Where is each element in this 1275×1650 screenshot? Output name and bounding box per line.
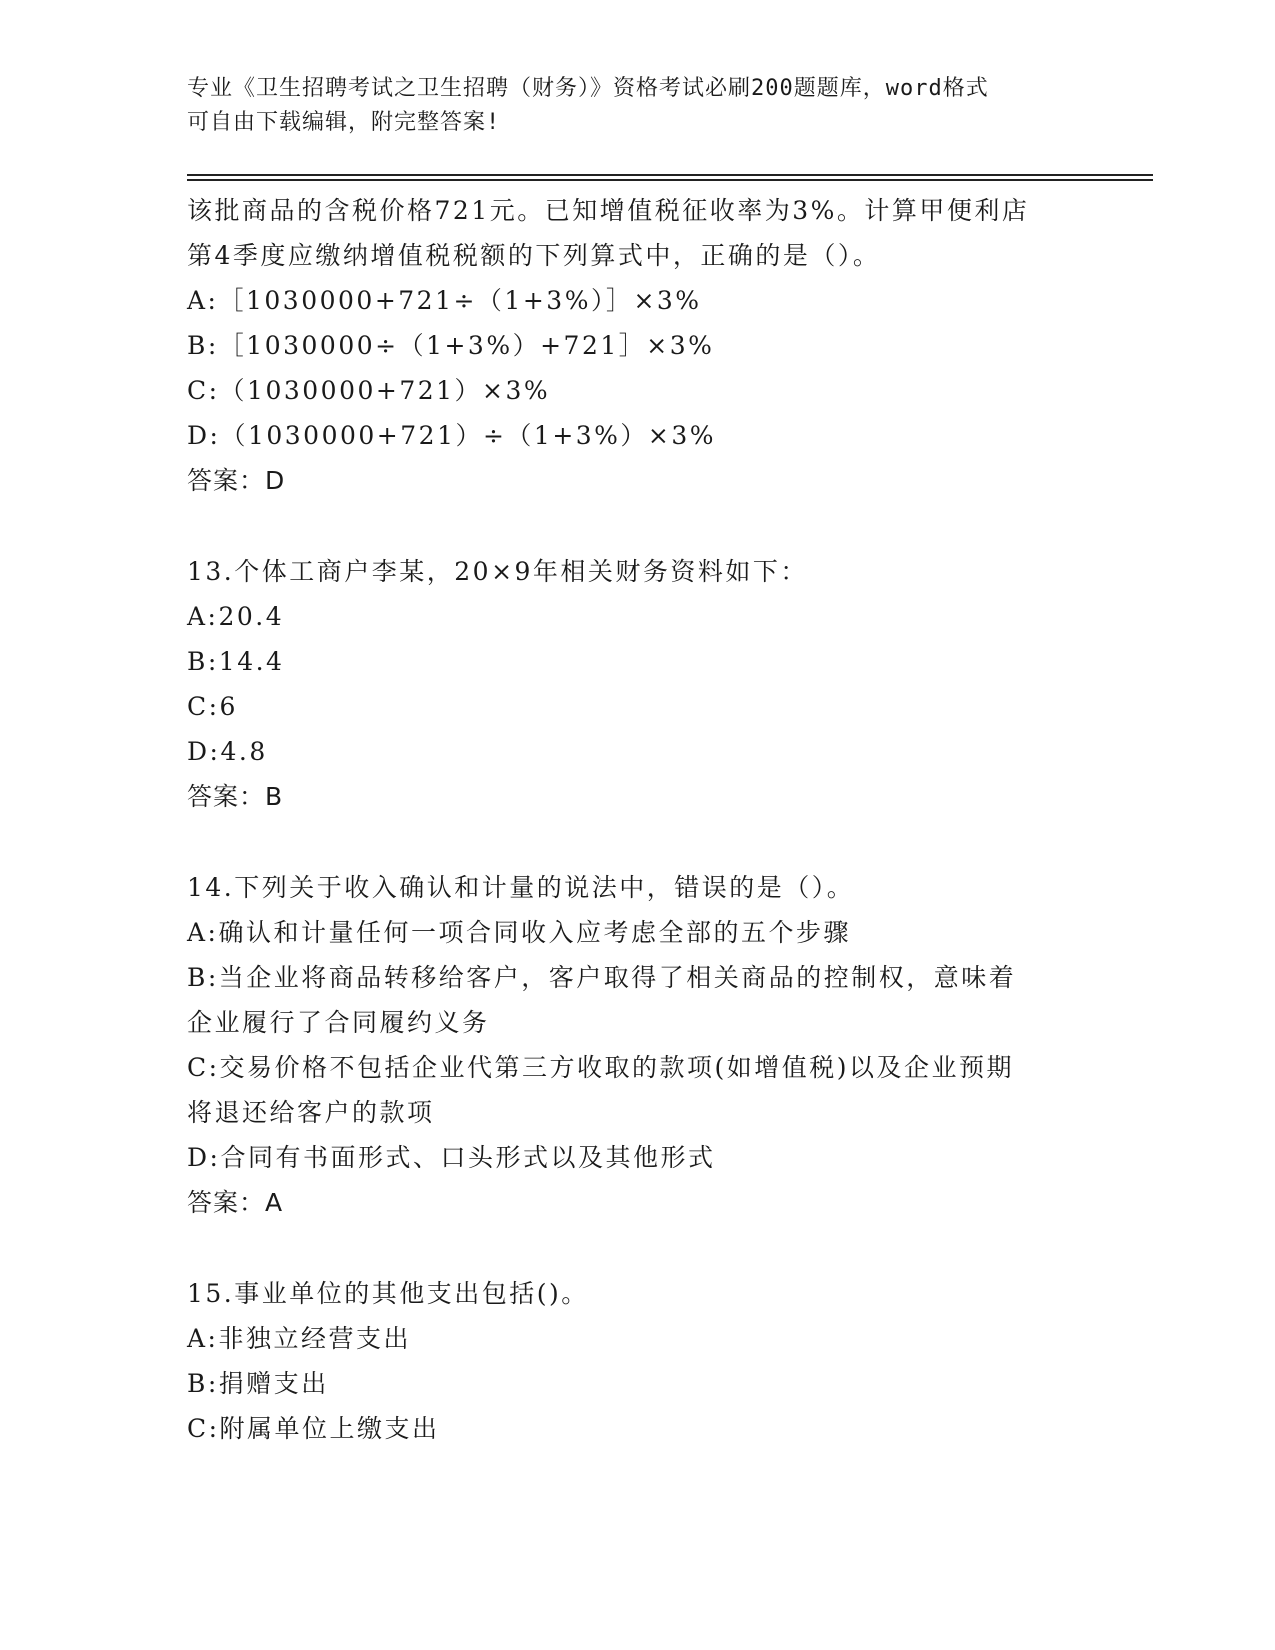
question-13-answer: 答案：B <box>187 782 284 811</box>
question-13 <box>187 549 1087 819</box>
question-15-option-c: C:附属单位上缴支出 <box>187 1414 440 1443</box>
question-14-option-a: A:确认和计量任何一项合同收入应考虑全部的五个步骤 <box>187 918 851 947</box>
question-14-option-c-line-1: C:交易价格不包括企业代第三方收取的款项(如增值税)以及企业预期 <box>187 1053 1015 1082</box>
question-15-option-b: B:捐赠支出 <box>187 1369 329 1398</box>
question-14-option-c-line-2: 将退还给客户的款项 <box>187 1098 435 1127</box>
question-14-stem: 14.下列关于收入确认和计量的说法中，错误的是（）。 <box>187 873 855 902</box>
header-title-line-2: 可自由下载编辑，附完整答案! <box>187 110 501 135</box>
question-14-option-d: D:合同有书面形式、口头形式以及其他形式 <box>187 1143 716 1172</box>
question-15-option-a: A:非独立经营支出 <box>187 1324 411 1353</box>
header-title-line-1: 专业《卫生招聘考试之卫生招聘（财务）》资格考试必刷200题题库，word格式 <box>187 76 989 101</box>
question-14 <box>187 865 1087 1225</box>
question-14-option-b-line-2: 企业履行了合同履约义务 <box>187 1008 490 1037</box>
question-13-option-c: C:6 <box>187 692 238 721</box>
spacer <box>187 819 1087 865</box>
question-12-stem-line-2: 第4季度应缴纳增值税税额的下列算式中，正确的是（）。 <box>187 241 881 270</box>
question-12-answer: 答案：D <box>187 466 286 495</box>
header-divider-top <box>187 174 1153 176</box>
question-14-option-b-line-1: B:当企业将商品转移给客户，客户取得了相关商品的控制权，意味着 <box>187 963 1017 992</box>
question-12-stem-line-1: 该批商品的含税价格721元。已知增值税征收率为3%。计算甲便利店 <box>187 196 1030 225</box>
question-12-option-a: A:［1030000+721÷（1+3%）］×3% <box>187 286 702 315</box>
document-header <box>187 72 1087 140</box>
question-15 <box>187 1271 1087 1451</box>
question-13-option-a: A:20.4 <box>187 602 285 631</box>
question-15-stem: 15.事业单位的其他支出包括()。 <box>187 1279 589 1308</box>
question-list <box>187 188 1087 1451</box>
spacer <box>187 1225 1087 1271</box>
question-12-option-c: C:（1030000+721）×3% <box>187 376 551 405</box>
header-divider-bottom <box>187 179 1153 181</box>
question-12 <box>187 188 1087 503</box>
question-13-option-d: D:4.8 <box>187 737 268 766</box>
spacer <box>187 503 1087 549</box>
question-14-answer: 答案：A <box>187 1188 284 1217</box>
question-12-option-b: B:［1030000÷（1+3%）+721］×3% <box>187 331 715 360</box>
question-13-stem: 13.个体工商户李某，20×9年相关财务资料如下： <box>187 557 808 586</box>
question-13-option-b: B:14.4 <box>187 647 285 676</box>
question-12-option-d: D:（1030000+721）÷（1+3%）×3% <box>187 421 717 450</box>
